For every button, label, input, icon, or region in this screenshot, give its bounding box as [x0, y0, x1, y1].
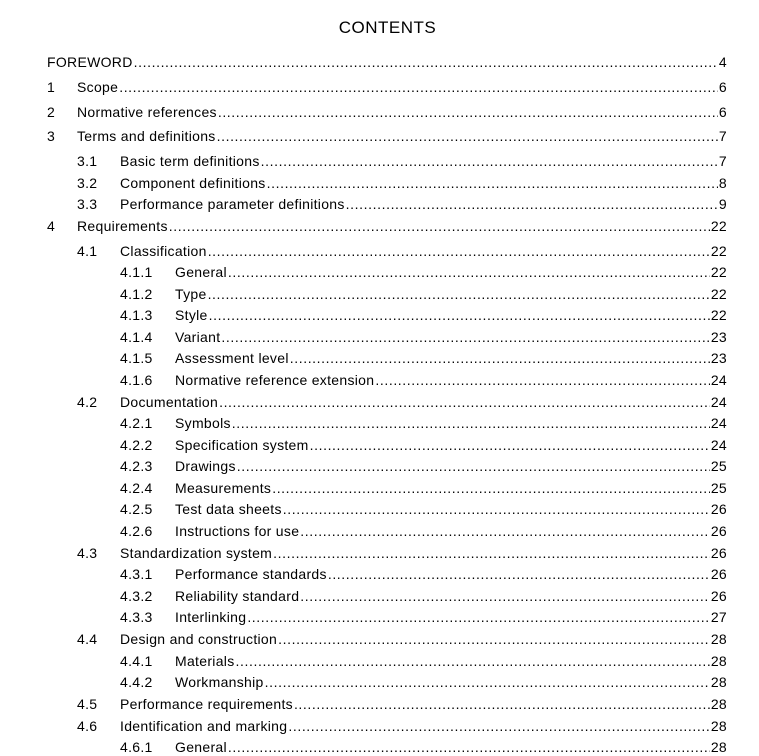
dot-leader	[208, 285, 710, 303]
toc-entry-label: General	[175, 739, 227, 755]
toc-entry-page: 7	[718, 128, 727, 144]
toc-entry-label: Normative references	[77, 104, 217, 120]
toc-entry-number: 4.1.4	[120, 329, 153, 345]
toc-entry-number: 4.4.1	[120, 653, 153, 669]
toc-entry-label: Requirements	[77, 218, 168, 234]
toc-entry-2[interactable]	[47, 103, 727, 121]
dot-leader	[221, 328, 709, 346]
dot-leader	[134, 53, 718, 71]
toc-entry-page: 22	[710, 218, 727, 234]
toc-entry-4-3-3[interactable]	[120, 608, 727, 626]
dot-leader	[119, 78, 718, 96]
toc-entry-number: 4.6.1	[120, 739, 153, 755]
toc-entry-number: 4.1.3	[120, 307, 153, 323]
toc-entry-label: Assessment level	[175, 350, 289, 366]
toc-entry-label: Basic term definitions	[120, 153, 260, 169]
toc-entry-page: 8	[718, 175, 727, 191]
toc-entry-number: 4.5	[77, 696, 98, 712]
dot-leader	[290, 349, 710, 367]
toc-entry-label: FOREWORD	[47, 54, 133, 70]
toc-entry-page: 23	[710, 350, 727, 366]
toc-entry-4-2[interactable]	[77, 393, 727, 411]
toc-entry-label: Materials	[175, 653, 235, 669]
toc-entry-4-6[interactable]	[77, 717, 727, 735]
dot-leader	[218, 103, 718, 121]
toc-entry-page: 28	[710, 718, 727, 734]
toc-entry-page: 22	[710, 243, 727, 259]
toc-entry-label: Reliability standard	[175, 588, 300, 604]
toc-entry-number: 4.3	[77, 545, 98, 561]
dot-leader	[232, 414, 710, 432]
toc-entry-1[interactable]	[47, 78, 727, 96]
toc-entry-number: 4.1.1	[120, 264, 153, 280]
dot-leader	[247, 608, 710, 626]
toc-entry-page: 24	[710, 394, 727, 410]
toc-entry-3[interactable]	[47, 127, 727, 145]
toc-entry-page: 24	[710, 437, 727, 453]
toc-entry-number: 4.4.2	[120, 674, 153, 690]
toc-entry-4-3-1[interactable]	[120, 565, 727, 583]
toc-entry-4-2-1[interactable]	[120, 414, 727, 432]
toc-entry-label: Test data sheets	[175, 501, 282, 517]
dot-leader	[209, 306, 710, 324]
toc-entry-label: Design and construction	[120, 631, 278, 647]
toc-entry-label: Documentation	[120, 394, 219, 410]
toc-entry-3-2[interactable]	[77, 174, 727, 192]
toc-entry-4-1-6[interactable]	[120, 371, 727, 389]
toc-entry-4-2-5[interactable]	[120, 500, 727, 518]
toc-entry-number: 4.1	[77, 243, 98, 259]
toc-entry-number: 3	[47, 128, 56, 144]
dot-leader	[288, 717, 709, 735]
toc-entry-label: Drawings	[175, 458, 236, 474]
toc-entry-label: Terms and definitions	[77, 128, 216, 144]
dot-leader	[267, 174, 718, 192]
dot-leader	[375, 371, 709, 389]
toc-entry-label: General	[175, 264, 227, 280]
toc-entry-4-3[interactable]	[77, 544, 727, 562]
dot-leader	[300, 587, 710, 605]
toc-entry-page: 28	[710, 631, 727, 647]
toc-entry-number: 4.1.5	[120, 350, 153, 366]
toc-entry-number: 4.3.1	[120, 566, 153, 582]
toc-entry-4-1[interactable]	[77, 242, 727, 260]
toc-entry-4-1-5[interactable]	[120, 349, 727, 367]
toc-entry-page: 25	[710, 480, 727, 496]
toc-entry-4-2-2[interactable]	[120, 436, 727, 454]
toc-entry-page: 24	[710, 372, 727, 388]
dot-leader	[346, 195, 718, 213]
toc-entry-label: Classification	[120, 243, 207, 259]
page-title: CONTENTS	[338, 18, 437, 37]
toc-entry-page: 6	[718, 79, 727, 95]
toc-entry-page: 4	[718, 54, 727, 70]
toc-entry-3-1[interactable]	[77, 152, 727, 170]
toc-entry-4-2-3[interactable]	[120, 457, 727, 475]
dot-leader	[272, 479, 710, 497]
toc-entry-page: 26	[710, 545, 727, 561]
toc-entry-page: 6	[718, 104, 727, 120]
toc-entry-page: 7	[718, 153, 727, 169]
toc-entry-label: Scope	[77, 79, 119, 95]
toc-entry-number: 4.2.4	[120, 480, 153, 496]
toc-entry-label: Specification system	[175, 437, 309, 453]
toc-entry-page: 26	[710, 588, 727, 604]
toc-entry-label: Interlinking	[175, 609, 247, 625]
toc-entry-label: Performance standards	[175, 566, 327, 582]
toc-entry-4-4[interactable]	[77, 630, 727, 648]
toc-entry-label: Symbols	[175, 415, 231, 431]
toc-entry-number: 4.2.3	[120, 458, 153, 474]
toc-entry-page: 22	[710, 264, 727, 280]
toc-entry-number: 1	[47, 79, 56, 95]
toc-entry-number: 4.4	[77, 631, 98, 647]
dot-leader	[217, 127, 718, 145]
toc-entry-4-4-2[interactable]	[120, 673, 727, 691]
toc-entry-label: Type	[175, 286, 207, 302]
toc-entry-number: 4.1.6	[120, 372, 153, 388]
dot-leader	[310, 436, 710, 454]
dot-leader	[169, 217, 710, 235]
dot-leader	[328, 565, 710, 583]
dot-leader	[300, 522, 710, 540]
dot-leader	[228, 263, 710, 281]
toc-entry-page: 27	[710, 609, 727, 625]
toc-entry-number: 4.2.5	[120, 501, 153, 517]
toc-entry-number: 4.6	[77, 718, 98, 734]
dot-leader	[273, 544, 710, 562]
dot-leader	[237, 457, 710, 475]
dot-leader	[228, 738, 710, 756]
toc-entry-number: 2	[47, 104, 56, 120]
toc-entry-4-2-6[interactable]	[120, 522, 727, 540]
toc-entry-page: 24	[710, 415, 727, 431]
toc-entry-4-6-1[interactable]	[120, 738, 727, 756]
dot-leader	[294, 695, 710, 713]
toc-entry-page: 28	[710, 674, 727, 690]
toc-entry-label: Performance requirements	[120, 696, 293, 712]
toc-entry-number: 4.2	[77, 394, 98, 410]
dot-leader	[261, 152, 718, 170]
toc-entry-label: Normative reference extension	[175, 372, 375, 388]
toc-entry-4-4-1[interactable]	[120, 652, 727, 670]
toc-entry-page: 23	[710, 329, 727, 345]
dot-leader	[236, 652, 710, 670]
toc-entry-number: 3.1	[77, 153, 98, 169]
toc-entry-page: 25	[710, 458, 727, 474]
toc-entry-page: 28	[710, 696, 727, 712]
toc-entry-4-5[interactable]	[77, 695, 727, 713]
toc-entry-number: 4.3.2	[120, 588, 153, 604]
toc-entry-page: 22	[710, 286, 727, 302]
toc-entry-number: 4.3.3	[120, 609, 153, 625]
toc-entry-label: Identification and marking	[120, 718, 288, 734]
toc-entry-page: 9	[718, 196, 727, 212]
toc-entry-page: 26	[710, 501, 727, 517]
toc-entry-label: Variant	[175, 329, 221, 345]
toc-entry-label: Workmanship	[175, 674, 264, 690]
toc-entry-foreword[interactable]	[47, 53, 727, 71]
toc-entry-4-3-2[interactable]	[120, 587, 727, 605]
toc-entry-number: 4	[47, 218, 56, 234]
toc-entry-label: Instructions for use	[175, 523, 300, 539]
toc-entry-number: 3.3	[77, 196, 98, 212]
toc-entry-4-1-3[interactable]	[120, 306, 727, 324]
toc-entry-page: 22	[710, 307, 727, 323]
toc-entry-page: 28	[710, 739, 727, 755]
dot-leader	[278, 630, 710, 648]
toc-entry-4[interactable]	[47, 217, 727, 235]
toc-entry-4-1-2[interactable]	[120, 285, 727, 303]
toc-entry-number: 4.2.2	[120, 437, 153, 453]
toc-entry-label: Component definitions	[120, 175, 266, 191]
dot-leader	[219, 393, 710, 411]
dot-leader	[283, 500, 710, 518]
toc-entry-page: 28	[710, 653, 727, 669]
toc-entry-label: Performance parameter definitions	[120, 196, 345, 212]
toc-entry-number: 3.2	[77, 175, 98, 191]
toc-entry-4-1-1[interactable]	[120, 263, 727, 281]
toc-entry-page: 26	[710, 566, 727, 582]
dot-leader	[265, 673, 710, 691]
toc-entry-number: 4.1.2	[120, 286, 153, 302]
toc-entry-4-2-4[interactable]	[120, 479, 727, 497]
toc-entry-4-1-4[interactable]	[120, 328, 727, 346]
dot-leader	[208, 242, 710, 260]
toc-entry-page: 26	[710, 523, 727, 539]
toc-entry-label: Style	[175, 307, 208, 323]
toc-entry-label: Standardization system	[120, 545, 273, 561]
toc-entry-number: 4.2.1	[120, 415, 153, 431]
toc-entry-3-3[interactable]	[77, 195, 727, 213]
toc-entry-label: Measurements	[175, 480, 272, 496]
toc-entry-number: 4.2.6	[120, 523, 153, 539]
